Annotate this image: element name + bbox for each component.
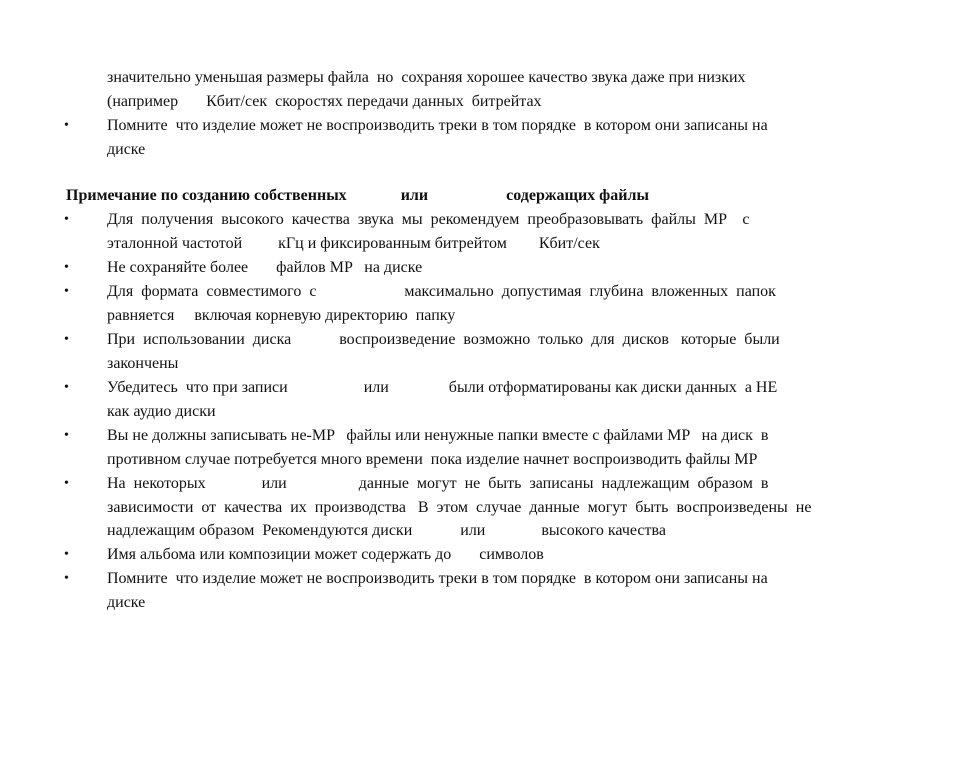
text-line: как аудио диски bbox=[107, 402, 216, 420]
bullet-marker: • bbox=[64, 212, 69, 227]
text-line: (например Кбит/сек скоростях передачи данных битрейтах bbox=[107, 92, 542, 110]
bullet-marker: • bbox=[64, 284, 69, 299]
continuation-paragraph bbox=[107, 66, 889, 113]
list-item bbox=[107, 328, 889, 375]
text-line: противном случае потребуется много времени пока изделие начнет воспроизводить файлы MP bbox=[107, 450, 758, 468]
heading-part: или bbox=[400, 187, 429, 204]
list-item bbox=[107, 376, 889, 423]
bullet-marker: • bbox=[64, 332, 69, 347]
text-line: Помните что изделие может не воспроизводить треки в том порядке в котором они записаны на bbox=[107, 117, 768, 134]
text-line: Вы не должны записывать не-MP файлы или ненужные папки вместе с файлами MP на диск в bbox=[107, 427, 769, 444]
heading-part: содержащих файлы bbox=[506, 187, 649, 204]
text-line: диске bbox=[107, 140, 146, 158]
text-line: зависимости от качества их производства В этом случае данные могут быть воспроизведены не bbox=[107, 498, 812, 516]
list-item bbox=[107, 567, 889, 614]
bullet-marker: • bbox=[64, 380, 69, 395]
bullet-marker: • bbox=[64, 476, 69, 491]
list-item bbox=[107, 280, 889, 327]
list-item bbox=[107, 256, 889, 280]
text-line: Не сохраняйте более файлов MP на диске bbox=[107, 259, 423, 276]
text-line: надлежащим образом Рекомендуются диски или высокого качества bbox=[107, 522, 666, 539]
text-line: диске bbox=[107, 593, 146, 611]
heading-part: Примечание по созданию собственных bbox=[66, 187, 347, 204]
list-item bbox=[107, 472, 889, 543]
bullet-marker: • bbox=[64, 547, 69, 562]
section-heading bbox=[66, 184, 886, 207]
text-line: Помните что изделие может не воспроизводить треки в том порядке в котором они записаны на bbox=[107, 570, 768, 587]
text-line: Имя альбома или композиции может содержать до символов bbox=[107, 546, 544, 563]
text-line: На некоторых или данные могут не быть записаны надлежащим образом в bbox=[107, 475, 769, 492]
text-line: эталонной частотой кГц и фиксированным битрейтом Кбит/сек bbox=[107, 234, 600, 252]
list-item bbox=[107, 114, 889, 161]
text-line: Для формата совместимого с максимально допустимая глубина вложенных папок bbox=[107, 283, 776, 300]
text-line: закончены bbox=[107, 354, 179, 372]
bullet-marker: • bbox=[64, 260, 69, 275]
text-line: равняется включая корневую директорию папку bbox=[107, 306, 456, 324]
list-item bbox=[107, 208, 889, 255]
list-item bbox=[107, 543, 889, 567]
text-line: При использовании диска воспроизведение возможно только для дисков которые были bbox=[107, 331, 780, 348]
text-line: Убедитесь что при записи или были отформатированы как диски данных а НЕ bbox=[107, 379, 778, 396]
bullet-marker: • bbox=[64, 428, 69, 443]
text-line: значительно уменьшая размеры файла но сохраняя хорошее качество звука даже при низких bbox=[107, 69, 746, 86]
bullet-marker: • bbox=[64, 571, 69, 586]
list-item bbox=[107, 424, 889, 471]
bullet-marker: • bbox=[64, 118, 69, 133]
text-line: Для получения высокого качества звука мы рекомендуем преобразовывать файлы MP с bbox=[107, 211, 750, 228]
